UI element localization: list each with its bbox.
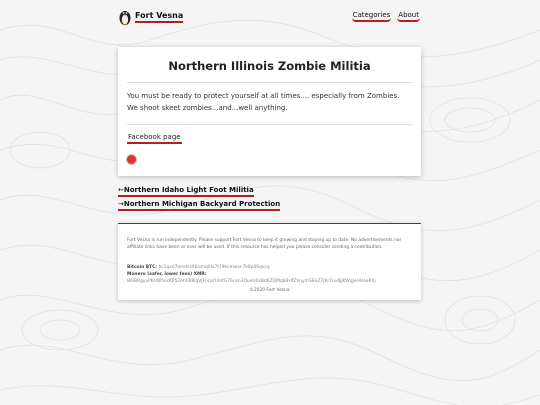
site-name-link[interactable]: Fort Vesna [135, 11, 183, 23]
prev-post-link[interactable] [118, 186, 254, 197]
article-description: You must be ready to protect yourself at all times.... especially from Zombies. We shoot skeet zombies...and...well anything. [127, 92, 400, 112]
content-divider [127, 124, 412, 125]
location-pin-icon[interactable] [127, 155, 136, 164]
prev-post-label: Northern Idaho Light Foot Militia [123, 186, 254, 194]
article-card [118, 47, 421, 176]
page-title: Northern Illinois Zombie Militia [168, 59, 371, 73]
left-arrow-icon: ← [118, 186, 124, 194]
title-divider [127, 82, 412, 83]
nav-about-link[interactable]: About [397, 11, 420, 22]
site-brand[interactable] [118, 8, 183, 26]
next-post-link[interactable] [118, 200, 280, 211]
btc-label: Bitcoin BTC: [127, 265, 158, 270]
facebook-page-link[interactable]: Facebook page [127, 133, 182, 144]
next-post-label: Northern Michigan Backyard Protection [123, 200, 281, 208]
support-text: Fort Vesna is run independently. Please support Fort Vesna to keep it growing and staying up to date. No advertisements nor affiliate links have been or ever will be used. If this resource has helped you please consider sending a contribution. [127, 238, 402, 250]
footer-card [118, 223, 421, 300]
btc-address[interactable]: bc1qxd7lnrelsz06aznq0lx7t79kvmwsn7k8p46qxcq [158, 265, 270, 270]
xmr-address[interactable]: 8AiBRgyvPbUW5ncKP52AhFB8iqVJFncpfUmtG7Snsn3QueUXsBdKZQMqbBHfZVnymSBeZ7jKr7uv6JjKWqJeHHaeRXj [127, 279, 376, 284]
right-arrow-icon: → [118, 200, 124, 208]
main-nav [352, 11, 420, 22]
btc-line [127, 264, 412, 271]
xmr-label: Monero (safer, lower fees) XMR: [127, 272, 207, 277]
penguin-logo-icon [118, 8, 132, 26]
xmr-line [127, 278, 412, 285]
xmr-label-line [127, 271, 412, 278]
copyright: ©2020 Fort Vesna [249, 288, 290, 293]
nav-categories-link[interactable]: Categories [352, 11, 392, 22]
